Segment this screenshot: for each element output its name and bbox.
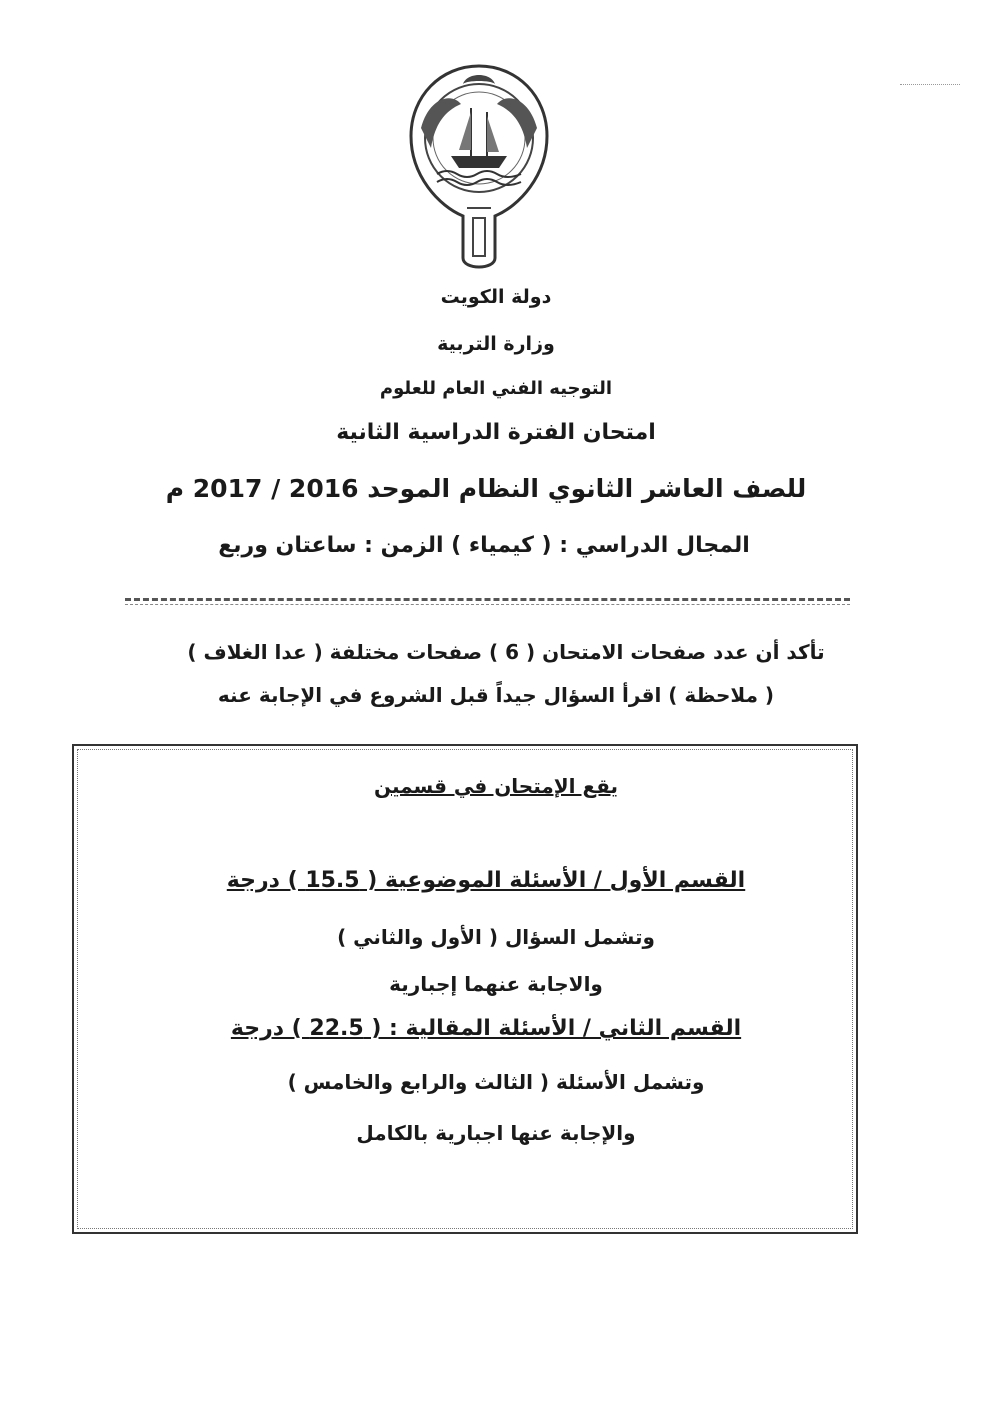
divider <box>125 598 850 601</box>
directorate-name: التوجيه الفني العام للعلوم <box>379 378 613 399</box>
part2-includes: وتشمل الأسئلة ( الثالث والرابع والخامس ) <box>287 1070 705 1094</box>
part2-title: القسم الثاني / الأسئلة المقالية : ( 22.5 ) درجة <box>230 1016 742 1041</box>
read-note: ( ملاحظة ) اقرأ السؤال جيداً قبل الشروع في الإجابة عنه <box>217 683 775 707</box>
grade-line: للصف العاشر الثانوي النظام الموحد 2016 / 2017 م <box>165 474 807 503</box>
part2-mandatory: والإجابة عنها اجبارية بالكامل <box>356 1121 636 1145</box>
scan-artifact <box>900 84 960 85</box>
exam-title: امتحان الفترة الدراسية الثانية <box>336 420 656 445</box>
page-count-note: تأكد أن عدد صفحات الامتحان ( 6 ) صفحات مختلفة ( عدا الغلاف ) <box>187 640 825 664</box>
state-name: دولة الكويت <box>440 286 552 308</box>
ministry-name: وزارة التربية <box>437 333 555 355</box>
sections-intro: يقع الإمتحان في قسمين <box>373 774 619 798</box>
kuwait-emblem-icon <box>401 58 557 278</box>
part1-title: القسم الأول / الأسئلة الموضوعية ( 15.5 ) درجة <box>226 868 746 893</box>
part1-includes: وتشمل السؤال ( الأول والثاني ) <box>337 925 655 949</box>
divider <box>125 604 850 605</box>
subject-line: المجال الدراسي : ( كيمياء ) الزمن : ساعتان وربع <box>218 533 750 558</box>
part1-mandatory: والاجابة عنهما إجبارية <box>389 972 603 996</box>
